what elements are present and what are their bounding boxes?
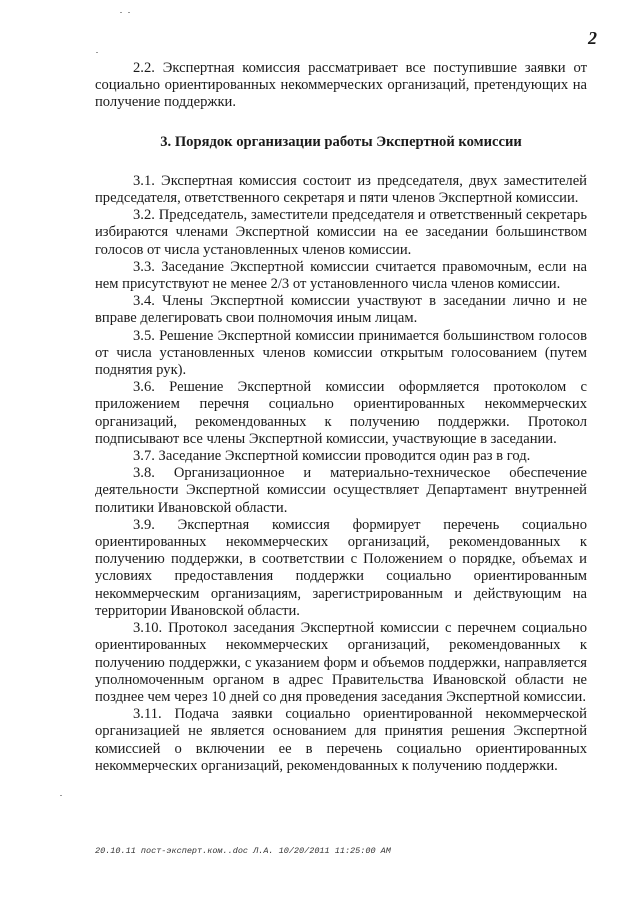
paragraph-3-2: 3.2. Председатель, заместители председателя и ответственный секретарь избираются членами Экспертной комиссии на ее заседании большинством голосов от числа установленных членов комиссии. [95, 207, 587, 258]
page-number: 2 [588, 28, 597, 48]
scan-speck [120, 12, 122, 13]
scan-speck [60, 795, 62, 796]
paragraph-3-7: 3.7. Заседание Экспертной комиссии проводится один раз в год. [133, 448, 531, 465]
intro-paragraph: 2.2. Экспертная комиссия рассматривает все поступившие заявки от социально ориентированных некоммерческих организаций, претендующих на получение поддержки. [95, 60, 587, 111]
section-heading: 3. Порядок организации работы Экспертной комиссии [160, 133, 522, 150]
paragraph-3-6: 3.6. Решение Экспертной комиссии оформляется протоколом с приложением перечня социально ориентированных некоммерческих организаций, рекомендованных к получению поддержки. Протокол подписывают все члены Экспертной комиссии, участвующие в заседании. [95, 379, 587, 447]
scan-speck [96, 52, 98, 53]
paragraph-3-11: 3.11. Подача заявки социально ориентированной некоммерческой организацией не является основанием для принятия решения Экспертной комиссией о включении ее в перечень социально ориентированных некоммерческих организаций, рекомендованных к получению поддержки. [95, 706, 587, 774]
paragraph-3-5: 3.5. Решение Экспертной комиссии принимается большинством голосов от числа установленных членов комиссии открытым голосованием (путем поднятия рук). [95, 327, 587, 379]
paragraph-3-3: 3.3. Заседание Экспертной комиссии считается правомочным, если на нем присутствуют не менее 2/3 от установленного числа членов комиссии. [95, 258, 587, 293]
document-body [95, 60, 587, 775]
paragraph-3-10: 3.10. Протокол заседания Экспертной комиссии с перечнем социально ориентированных некоммерческих организаций, рекомендованных к получению поддержки, с указанием форм и объемов поддержки, направляется уполномоченным органом в адрес Правительства Ивановской области не позднее чем через 10 дней со дня проведения заседания Экспертной комиссии. [95, 620, 587, 705]
paragraph-3-4: 3.4. Члены Экспертной комиссии участвуют в заседании лично и не вправе делегировать свои полномочия иным лицам. [95, 293, 587, 327]
paragraph-3-9: 3.9. Экспертная комиссия формирует перечень социально ориентированных некоммерческих организаций, рекомендованных к получению поддержки, в соответствии с Положением о порядке, объемах и условиях предоставления поддержки социально ориентированным некоммерческим организациям, зарегистрированным и действующим на территории Ивановской области. [95, 516, 587, 619]
document-footer: 20.10.11 пост-эксперт.ком..doc Л.А. 10/20/2011 11:25:00 AM [95, 846, 391, 856]
paragraph-3-1: 3.1. Экспертная комиссия состоит из председателя, двух заместителей председателя, ответственного секретаря и пяти членов Экспертной комиссии. [95, 172, 587, 207]
paragraph-3-8: 3.8. Организационное и материально-техническое обеспечение деятельности Экспертной комиссии осуществляет Департамент внутренней политики Ивановской области. [95, 465, 587, 516]
scan-speck [128, 12, 130, 13]
